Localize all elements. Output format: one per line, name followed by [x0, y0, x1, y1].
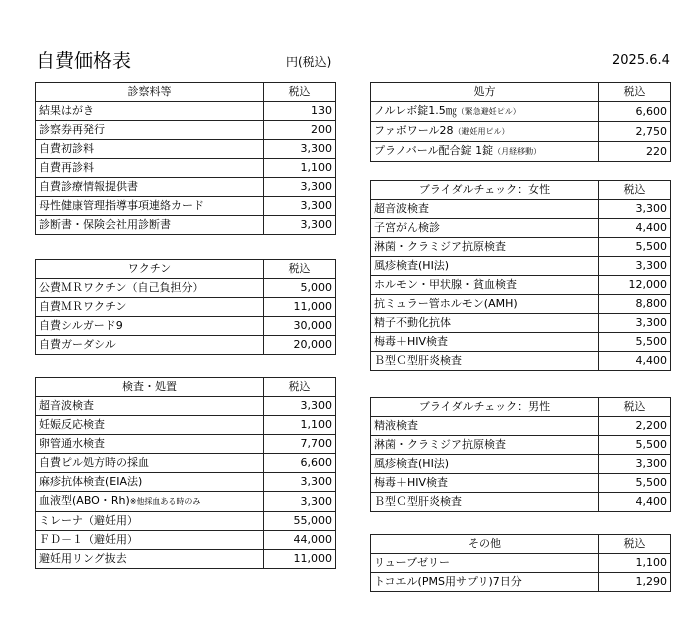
item-name: 妊娠反応検査 — [39, 418, 105, 431]
item-price: 3,300 — [264, 178, 336, 197]
table-row — [371, 436, 671, 455]
item-price: 3,300 — [599, 257, 671, 276]
table-row — [371, 122, 671, 142]
item-price: 3,300 — [264, 140, 336, 159]
item-name-cell — [36, 121, 264, 140]
item-name-cell — [371, 102, 599, 122]
item-name: 血液型(ABO・Rh) — [39, 494, 130, 507]
table-header-row — [36, 378, 336, 397]
item-price: 12,000 — [599, 276, 671, 295]
section-heading: その他 — [371, 535, 599, 554]
price-column-heading: 税込 — [264, 260, 336, 279]
item-name-cell — [36, 197, 264, 216]
item-name-cell — [371, 122, 599, 142]
item-name: 自費ガーダシル — [39, 338, 116, 351]
item-name-cell — [36, 279, 264, 298]
bridal-check-male-table — [370, 397, 671, 512]
test-procedure-table — [35, 377, 336, 569]
table-row — [36, 140, 336, 159]
section-heading: 検査・処置 — [36, 378, 264, 397]
item-name: 超音波検査 — [374, 202, 429, 215]
item-name-cell — [371, 474, 599, 493]
table-row — [371, 257, 671, 276]
item-price: 3,300 — [264, 397, 336, 416]
item-name-cell — [371, 333, 599, 352]
item-name-cell — [36, 512, 264, 531]
item-name-cell — [371, 257, 599, 276]
table-row — [36, 102, 336, 121]
item-name: 抗ミュラー管ホルモン(AMH) — [374, 297, 518, 310]
item-note: （避妊用ピル） — [453, 127, 510, 136]
item-price: 220 — [599, 142, 671, 162]
table-row — [36, 454, 336, 473]
item-price: 2,200 — [599, 417, 671, 436]
item-name-cell — [371, 554, 599, 573]
table-row — [36, 279, 336, 298]
item-name: プラノバール配合錠 1錠 — [374, 144, 494, 157]
item-name: Ｂ型Ｃ型肝炎検査 — [374, 495, 462, 508]
table-row — [36, 550, 336, 569]
item-name: ファボワール28 — [374, 124, 454, 137]
item-name-cell — [371, 455, 599, 474]
section-heading: ブライダルチェック：女性 — [371, 181, 599, 200]
table-row — [371, 455, 671, 474]
table-header-row — [371, 181, 671, 200]
item-name: 診察券再発行 — [39, 123, 105, 136]
table-row — [36, 473, 336, 492]
item-name: 自費ＭＲワクチン — [39, 300, 127, 313]
table-row — [371, 102, 671, 122]
item-name-cell — [371, 493, 599, 512]
item-price: 6,600 — [264, 454, 336, 473]
item-name-cell — [36, 435, 264, 454]
table-row — [371, 573, 671, 592]
item-price: 30,000 — [264, 317, 336, 336]
table-row — [36, 416, 336, 435]
price-column-heading: 税込 — [264, 378, 336, 397]
section-heading: 処方 — [371, 83, 599, 102]
item-price: 1,100 — [599, 554, 671, 573]
item-price: 3,300 — [264, 216, 336, 235]
table-row — [36, 531, 336, 550]
consultation-fee-table — [35, 82, 336, 235]
item-name: 風疹検査(HI法) — [374, 457, 450, 470]
table-row — [36, 178, 336, 197]
item-price: 55,000 — [264, 512, 336, 531]
item-price: 44,000 — [264, 531, 336, 550]
other-items-table — [370, 534, 671, 592]
item-note: （緊急避妊ピル） — [456, 107, 521, 116]
item-name-cell — [371, 238, 599, 257]
bridal-check-female-table — [370, 180, 671, 371]
table-row — [36, 336, 336, 355]
item-name: 自費再診料 — [39, 161, 94, 174]
table-header-row — [371, 535, 671, 554]
item-name: リューブゼリー — [374, 556, 451, 569]
table-row — [371, 142, 671, 162]
item-name-cell — [36, 454, 264, 473]
table-row — [371, 493, 671, 512]
table-row — [371, 219, 671, 238]
item-name: 自費シルガード9 — [39, 319, 123, 332]
price-unit-label: 円(税込) — [286, 55, 332, 69]
page-title: 自費価格表 — [36, 50, 132, 72]
table-row — [36, 197, 336, 216]
item-price: 11,000 — [264, 298, 336, 317]
item-name: 子宮がん検診 — [374, 221, 440, 234]
item-name-cell — [36, 550, 264, 569]
item-name-cell — [36, 178, 264, 197]
item-price: 20,000 — [264, 336, 336, 355]
item-price: 2,750 — [599, 122, 671, 142]
item-name: ホルモン・甲状腺・貧血検査 — [374, 278, 517, 291]
item-name: 麻疹抗体検査(EIA法) — [39, 475, 143, 488]
item-name: 自費初診料 — [39, 142, 94, 155]
item-name: ＦＤ－１（避妊用） — [39, 533, 138, 546]
item-name: 公費ＭＲワクチン（自己負担分） — [39, 281, 204, 294]
item-name: 精液検査 — [374, 419, 418, 432]
item-price: 3,300 — [599, 200, 671, 219]
item-name-cell — [36, 336, 264, 355]
item-name-cell — [36, 216, 264, 235]
item-name-cell — [371, 314, 599, 333]
item-price: 4,400 — [599, 493, 671, 512]
table-row — [371, 474, 671, 493]
item-price: 3,300 — [264, 492, 336, 512]
table-row — [371, 554, 671, 573]
item-name: 超音波検査 — [39, 399, 94, 412]
item-price: 5,500 — [599, 333, 671, 352]
table-row — [371, 276, 671, 295]
item-name: 診断書・保険会社用診断書 — [39, 218, 171, 231]
item-name: 梅毒＋HIV検査 — [374, 335, 449, 348]
item-price: 11,000 — [264, 550, 336, 569]
item-name: 自費診療情報提供書 — [39, 180, 138, 193]
price-column-heading: 税込 — [599, 535, 671, 554]
table-row — [371, 333, 671, 352]
item-name: ノルレボ錠1.5㎎ — [374, 104, 457, 117]
item-price: 3,300 — [264, 197, 336, 216]
revision-date: 2025.6.4 — [612, 53, 670, 68]
item-name: 梅毒＋HIV検査 — [374, 476, 449, 489]
item-name-cell — [371, 295, 599, 314]
table-row — [36, 512, 336, 531]
table-row — [371, 314, 671, 333]
item-note: ※他採血ある時のみ — [129, 497, 201, 506]
table-row — [371, 200, 671, 219]
item-name-cell — [36, 397, 264, 416]
item-name-cell — [371, 436, 599, 455]
item-name-cell — [36, 140, 264, 159]
item-name: 結果はがき — [39, 104, 94, 117]
section-heading: ワクチン — [36, 260, 264, 279]
item-price: 1,100 — [264, 159, 336, 178]
item-price: 3,300 — [599, 314, 671, 333]
item-price: 130 — [264, 102, 336, 121]
item-price: 5,500 — [599, 238, 671, 257]
item-name-cell — [371, 200, 599, 219]
item-name-cell — [36, 159, 264, 178]
price-column-heading: 税込 — [599, 398, 671, 417]
prescription-table — [370, 82, 671, 162]
table-row — [371, 352, 671, 371]
item-price: 3,300 — [599, 455, 671, 474]
vaccine-table — [35, 259, 336, 355]
item-name: 自費ピル処方時の採血 — [39, 456, 149, 469]
table-header-row — [36, 83, 336, 102]
item-name-cell — [371, 276, 599, 295]
item-name-cell — [371, 417, 599, 436]
item-price: 1,100 — [264, 416, 336, 435]
table-row — [36, 216, 336, 235]
table-row — [36, 435, 336, 454]
item-name: ミレーナ（避妊用） — [39, 514, 138, 527]
item-name-cell — [371, 219, 599, 238]
item-price: 7,700 — [264, 435, 336, 454]
price-column-heading: 税込 — [599, 181, 671, 200]
table-row — [36, 159, 336, 178]
item-price: 1,290 — [599, 573, 671, 592]
table-header-row — [371, 83, 671, 102]
item-price: 6,600 — [599, 102, 671, 122]
item-price: 4,400 — [599, 219, 671, 238]
section-heading: ブライダルチェック：男性 — [371, 398, 599, 417]
item-price: 200 — [264, 121, 336, 140]
item-name: 風疹検査(HI法) — [374, 259, 450, 272]
table-row — [36, 121, 336, 140]
table-row — [36, 298, 336, 317]
table-header-row — [36, 260, 336, 279]
table-row — [36, 397, 336, 416]
item-name: 母性健康管理指導事項連絡カード — [39, 199, 204, 212]
item-name-cell — [371, 573, 599, 592]
item-name: トコエル(PMS用サプリ)7日分 — [374, 575, 522, 588]
item-note: （月経移動） — [493, 147, 542, 156]
item-name: 淋菌・クラミジア抗原検査 — [374, 240, 506, 253]
table-row — [371, 238, 671, 257]
item-price: 5,000 — [264, 279, 336, 298]
item-price: 5,500 — [599, 436, 671, 455]
item-price: 4,400 — [599, 352, 671, 371]
section-heading: 診察料等 — [36, 83, 264, 102]
item-price: 8,800 — [599, 295, 671, 314]
table-row — [371, 417, 671, 436]
item-name-cell — [36, 317, 264, 336]
item-name-cell — [36, 102, 264, 121]
item-name: 避妊用リング抜去 — [39, 552, 127, 565]
item-name-cell — [371, 352, 599, 371]
item-name-cell — [36, 492, 264, 512]
table-row — [36, 492, 336, 512]
item-name: 淋菌・クラミジア抗原検査 — [374, 438, 506, 451]
item-name-cell — [36, 473, 264, 492]
table-row — [36, 317, 336, 336]
item-name: Ｂ型Ｃ型肝炎検査 — [374, 354, 462, 367]
item-price: 5,500 — [599, 474, 671, 493]
item-name-cell — [36, 531, 264, 550]
price-column-heading: 税込 — [264, 83, 336, 102]
item-name: 精子不動化抗体 — [374, 316, 451, 329]
item-price: 3,300 — [264, 473, 336, 492]
item-name-cell — [36, 416, 264, 435]
table-header-row — [371, 398, 671, 417]
item-name-cell — [36, 298, 264, 317]
item-name-cell — [371, 142, 599, 162]
item-name: 卵管通水検査 — [39, 437, 105, 450]
table-row — [371, 295, 671, 314]
price-column-heading: 税込 — [599, 83, 671, 102]
